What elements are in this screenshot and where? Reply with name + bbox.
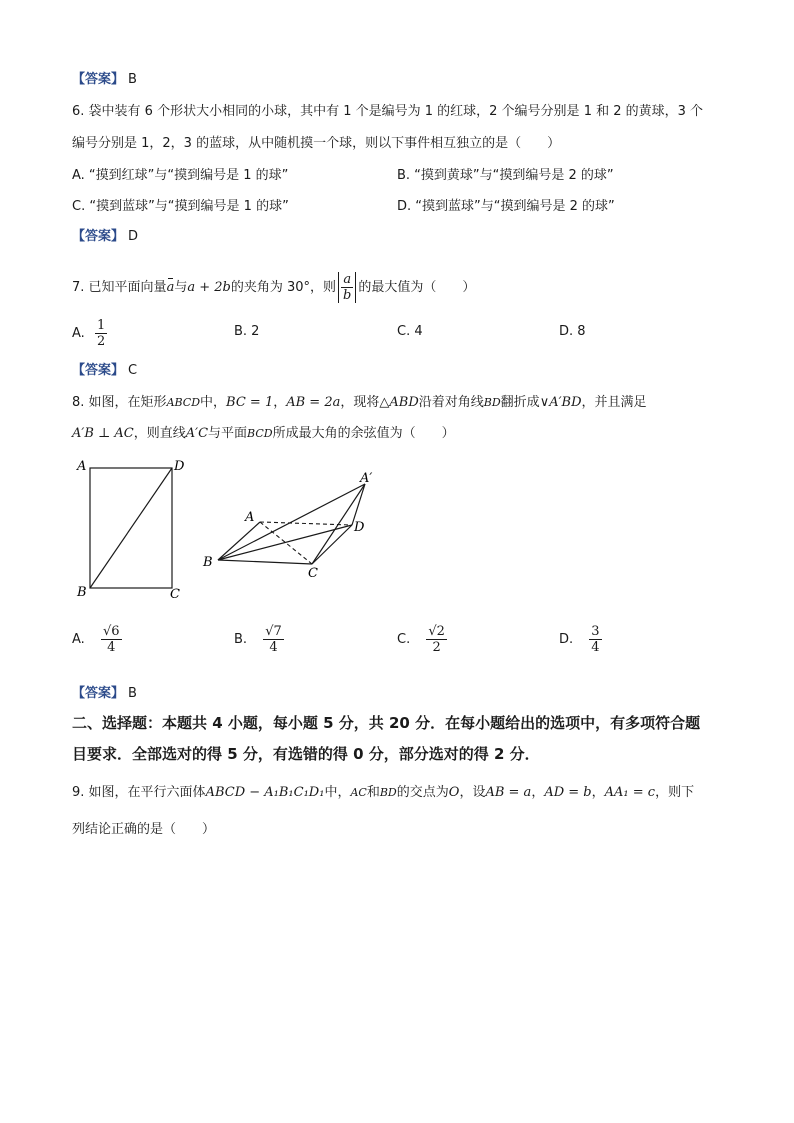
q9-line1	[72, 781, 694, 800]
answer-q7	[72, 359, 137, 378]
q7-frac-den: b	[343, 288, 352, 303]
q7-vector-a: a	[166, 280, 175, 295]
q6-stem-line1: 袋中装有 6 个形状大小相同的小球，其中有 1 个是编号为 1 的红球，2 个编号分别是 1 和 2 的黄球，3 个	[88, 104, 704, 119]
q9-vector-aa1: AA₁ = c	[604, 785, 656, 800]
q8-d-den: 4	[591, 640, 600, 655]
q8-triangle2: ∨A′BD	[539, 395, 582, 410]
q7-option-b: B. 2	[234, 324, 260, 339]
q7-text4: 的最大值为（ ）	[358, 280, 476, 295]
q8-a-num: √6	[102, 624, 120, 639]
q8-perp: A′B ⊥ AC	[72, 426, 134, 441]
q9-line2: 列结论正确的是（ ）	[72, 822, 216, 837]
q8-bcd: BCD	[247, 427, 273, 440]
answer-label: 【答案】	[72, 686, 125, 701]
q8-c-den: 2	[426, 639, 447, 655]
q8-option-a	[72, 624, 122, 655]
q7-option-c: C. 4	[397, 324, 423, 339]
q8-option-d-label: D.	[559, 632, 574, 647]
q6-option-d: D. “摸到蓝球”与“摸到编号是 2 的球”	[397, 199, 615, 214]
q8-option-d-frac	[589, 624, 601, 655]
q6-option-b: B. “摸到黄球”与“摸到编号是 2 的球”	[397, 168, 614, 183]
q6-number: 6.	[72, 104, 85, 119]
diagonal-bd	[90, 468, 172, 588]
q7-option-d: D. 8	[559, 324, 586, 339]
q9-o: O	[448, 785, 460, 800]
q7-number: 7.	[72, 280, 85, 295]
q9-text: ，	[531, 785, 545, 800]
q8-ac: A′C	[185, 426, 209, 441]
q6-line1	[72, 100, 703, 119]
label-b: B	[77, 585, 87, 600]
answer-value: B	[128, 72, 137, 87]
q8-option-c-label: C.	[397, 632, 411, 647]
answer-q5	[72, 68, 137, 87]
q9-text: 如图，在平行六面体	[88, 785, 206, 800]
q8-text: ，并且满足	[581, 395, 647, 410]
q7-text1: 已知平面向量	[88, 280, 167, 295]
q8-text: 中，	[200, 395, 227, 410]
edge-bc	[218, 560, 312, 564]
q8-abcd: ABCD	[166, 396, 201, 409]
q7-a-num: 1	[96, 318, 106, 333]
answer-label: 【答案】	[72, 363, 125, 378]
q8-bc: BC = 1	[226, 395, 274, 410]
answer-label: 【答案】	[72, 229, 125, 244]
q8-b-den: 4	[263, 639, 284, 655]
answer-value: D	[128, 229, 139, 244]
label-c: C	[170, 587, 180, 602]
answer-label: 【答案】	[72, 72, 125, 87]
q9-solid: ABCD − A₁B₁C₁D₁	[205, 785, 325, 800]
q9-text: ，设	[459, 785, 486, 800]
section2-line1: 二、选择题：本题共 4 小题，每小题 5 分，共 20 分．在每小题给出的选项中，有多项符合题	[72, 714, 701, 732]
q7-text2: 与	[174, 280, 188, 295]
section2-line2: 目要求．全部选对的得 5 分，有选错的得 0 分，部分选对的得 2 分．	[72, 745, 540, 763]
q9-bd: BD	[379, 786, 397, 799]
q8-option-b-label: B.	[234, 632, 248, 647]
edge-ba-prime	[218, 484, 365, 560]
q7-frac-num: a	[343, 272, 352, 287]
q7-a-den: 2	[96, 334, 106, 349]
label-a: A	[77, 459, 87, 474]
label-a-prime: A′	[360, 471, 373, 486]
q6-option-c: C. “摸到蓝球”与“摸到编号是 1 的球”	[72, 199, 289, 214]
answer-q8	[72, 682, 137, 701]
q6-line2: 编号分别是 1，2，3 的蓝球，从中随机摸一个球，则以下事件相互独立的是（ ）	[72, 136, 561, 151]
label-a: A	[245, 510, 255, 525]
edge-cd	[312, 525, 352, 564]
q7-option-a-frac	[95, 318, 107, 349]
q8-ab: AB = 2a	[286, 395, 341, 410]
q8-d-num: 3	[591, 624, 600, 639]
q8-option-b	[234, 624, 284, 655]
q8-text: 沿着对角线	[418, 395, 484, 410]
q7-stem	[72, 272, 475, 303]
q8-triangle: △ABD	[379, 395, 419, 410]
q8-text: ，	[273, 395, 287, 410]
q8-text: ，现将	[340, 395, 380, 410]
q8-number: 8.	[72, 395, 85, 410]
q8-a-den: 4	[101, 639, 122, 655]
q8-text: ，则直线	[133, 426, 186, 441]
edge-ac	[260, 522, 312, 564]
label-d: D	[174, 459, 185, 474]
q6-option-a: A. “摸到红球”与“摸到编号是 1 的球”	[72, 168, 289, 183]
label-b: B	[203, 555, 213, 570]
label-c: C	[308, 566, 318, 580]
q8-option-c-frac	[426, 624, 447, 655]
q8-text: 所成最大角的余弦值为（ ）	[272, 426, 455, 441]
q9-ac: AC	[350, 786, 367, 799]
q8-option-a-frac	[101, 624, 122, 655]
q9-text: ，	[591, 785, 605, 800]
q8-b-num: √7	[265, 624, 282, 639]
q8-figure-folded	[200, 470, 390, 580]
q9-vector-ad: AD = b	[544, 785, 592, 800]
q7-option-a	[72, 318, 107, 349]
q8-text: 翻折成	[500, 395, 540, 410]
q8-text: 如图，在矩形	[88, 395, 167, 410]
q8-option-a-label: A.	[72, 632, 85, 647]
q7-vector-sum: a + 2b	[187, 280, 231, 295]
q7-option-a-label: A.	[72, 326, 85, 341]
q8-option-c	[397, 624, 447, 655]
q7-text3: 的夹角为 30°，则	[230, 280, 337, 295]
answer-q6	[72, 225, 138, 244]
q9-text: ，则下	[655, 785, 695, 800]
q9-text: 的交点为	[396, 785, 449, 800]
q8-line1	[72, 391, 647, 410]
answer-value: C	[128, 363, 138, 378]
q9-vector-ab: AB = a	[485, 785, 532, 800]
q9-text: 中，	[324, 785, 351, 800]
q8-option-b-frac	[263, 624, 284, 655]
q8-c-num: √2	[428, 624, 445, 639]
q9-number: 9.	[72, 785, 85, 800]
q8-bd: BD	[483, 396, 501, 409]
label-d: D	[354, 520, 365, 535]
q8-text: 与平面	[208, 426, 248, 441]
q8-option-d	[559, 624, 602, 655]
q9-text: 和	[366, 785, 380, 800]
q7-abs-ratio	[338, 272, 356, 303]
q8-figure-rectangle	[70, 455, 200, 605]
answer-value: B	[128, 686, 137, 701]
q8-line2	[72, 422, 455, 441]
